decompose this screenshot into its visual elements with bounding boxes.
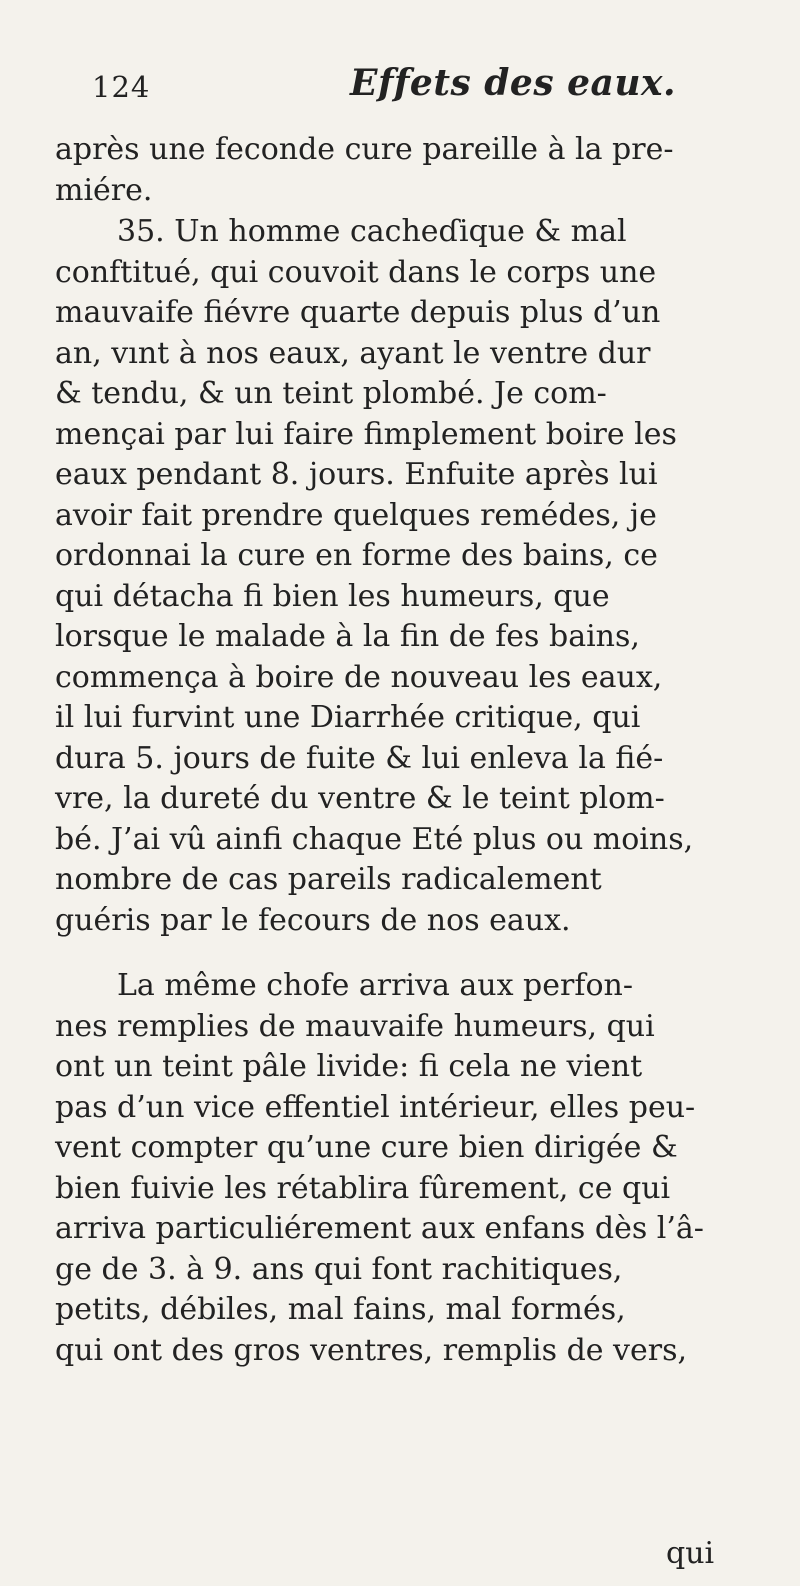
paragraph-la-meme-chose (55, 966, 770, 1371)
text-line: après une feconde cure pareille à la pre- (55, 132, 674, 167)
text-line: dura 5. jours de fuite & lui enleva la fié- (55, 740, 664, 776)
text-line: avoir fait prendre quelques remédes, je (55, 497, 657, 533)
text-line: nombre de cas pareils radicalement (55, 862, 602, 897)
text-line: arriva particuliérement aux enfans dès l’â- (55, 1211, 704, 1246)
text-line: ge de 3. à 9. ans qui font rachitiques, (55, 1251, 623, 1287)
text-line: mençai par lui faire fimplement boire les (55, 416, 677, 452)
running-title: Effets des eaux. (350, 62, 677, 104)
text-line: petits, débiles, mal fains, mal formés, (55, 1292, 626, 1327)
text-line: nes remplies de mauvaife humeurs, qui (55, 1008, 655, 1044)
text-line: qui ont des gros ventres, remplis de vers, (55, 1332, 688, 1368)
text-line: La même chofe arriva aux perfon- (117, 968, 633, 1003)
page-number: 124 (92, 70, 151, 104)
text-line: 35. Un homme cacheɗique & mal (117, 214, 627, 249)
text-line: eaux pendant 8. jours. Enfuite après lui (55, 457, 658, 492)
text-line: bé. J’ai vû ainfi chaque Eté plus ou moins, (55, 821, 694, 857)
text-line: pas d’un vice effentiel intérieur, elles peu- (55, 1089, 696, 1125)
page-header (92, 62, 760, 112)
paragraph-case-35 (55, 212, 770, 941)
text-line: conftitué, qui couvoit dans le corps une (55, 254, 657, 290)
text-line: commença à boire de nouveau les eaux, (55, 659, 663, 695)
text-line: qui détacha fi bien les humeurs, que (55, 578, 610, 614)
text-line: an, vınt à nos eaux, ayant le ventre dur (55, 335, 651, 371)
text-line: vre, la dureté du ventre & le teint plom- (55, 781, 665, 816)
text-line: & tendu, & un teint plombé. Je com- (55, 376, 607, 411)
text-line: guéris par le fecours de nos eaux. (55, 902, 571, 938)
text-line: bien fuivie les rétablira fûrement, ce qui (55, 1170, 671, 1206)
text-line: miére. (55, 172, 153, 208)
text-line: vent compter qu’une cure bien dirigée & (55, 1130, 678, 1165)
text-line: ordonnai la cure en forme des bains, ce (55, 538, 658, 573)
text-line: il lui furvint une Diarrhée critique, qui (55, 700, 641, 735)
text-line: ont un teint pâle livide: fi cela ne vient (55, 1049, 643, 1084)
text-line: lorsque le malade à la fin de fes bains, (55, 619, 640, 654)
text-line: mauvaife fiévre quarte depuis plus d’un (55, 295, 661, 330)
catchword: qui (666, 1536, 715, 1571)
paragraph-continuation (55, 130, 770, 211)
